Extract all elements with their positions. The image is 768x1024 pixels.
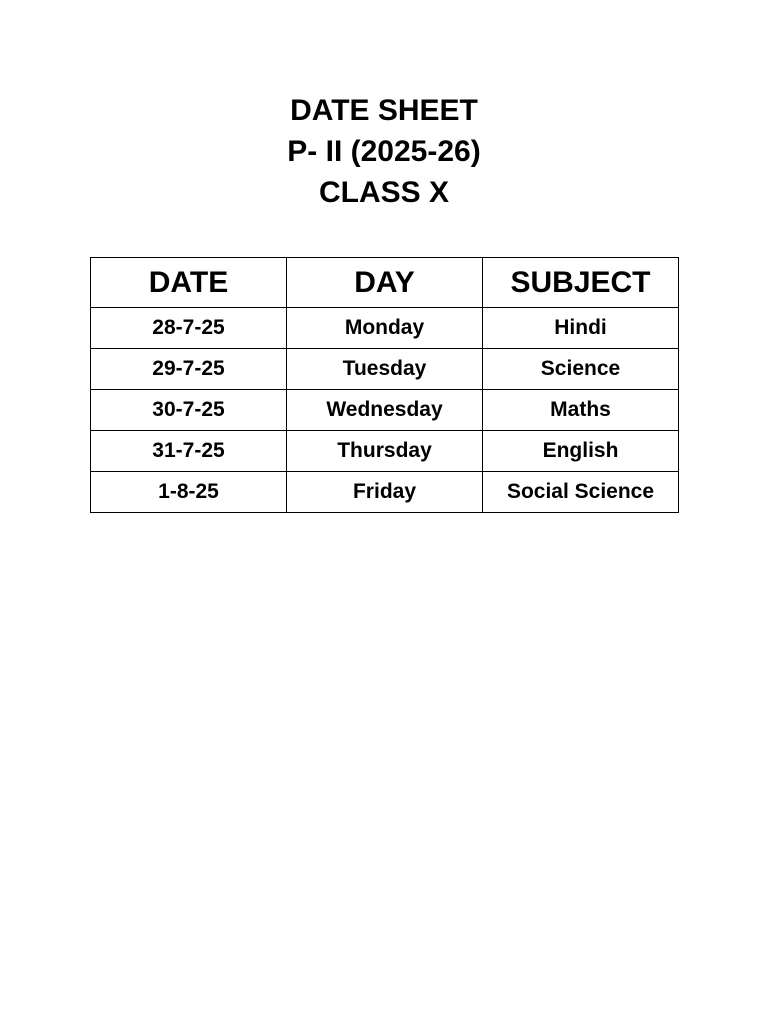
class-label: CLASS X [318, 176, 450, 209]
table-row [91, 472, 679, 513]
column-header-date: DATE [91, 258, 287, 308]
cell-day: Thursday [287, 431, 483, 472]
cell-day: Friday [287, 472, 483, 513]
exam-period: P- II (2025-26) [287, 135, 481, 168]
cell-date: 30-7-25 [91, 390, 287, 431]
cell-subject: English [483, 431, 679, 472]
date-sheet-table [90, 257, 679, 513]
table-header-row [91, 258, 679, 308]
cell-day: Monday [287, 308, 483, 349]
table-row [91, 349, 679, 390]
cell-subject: Maths [483, 390, 679, 431]
table-row [91, 431, 679, 472]
column-header-subject: SUBJECT [483, 258, 679, 308]
cell-subject: Hindi [483, 308, 679, 349]
cell-subject: Science [483, 349, 679, 390]
cell-day: Wednesday [287, 390, 483, 431]
cell-date: 1-8-25 [91, 472, 287, 513]
cell-subject: Social Science [483, 472, 679, 513]
cell-date: 29-7-25 [91, 349, 287, 390]
cell-date: 28-7-25 [91, 308, 287, 349]
column-header-day: DAY [287, 258, 483, 308]
document-title: DATE SHEET [290, 94, 478, 127]
table-row [91, 390, 679, 431]
document-heading [0, 90, 768, 213]
cell-day: Tuesday [287, 349, 483, 390]
cell-date: 31-7-25 [91, 431, 287, 472]
table-row [91, 308, 679, 349]
